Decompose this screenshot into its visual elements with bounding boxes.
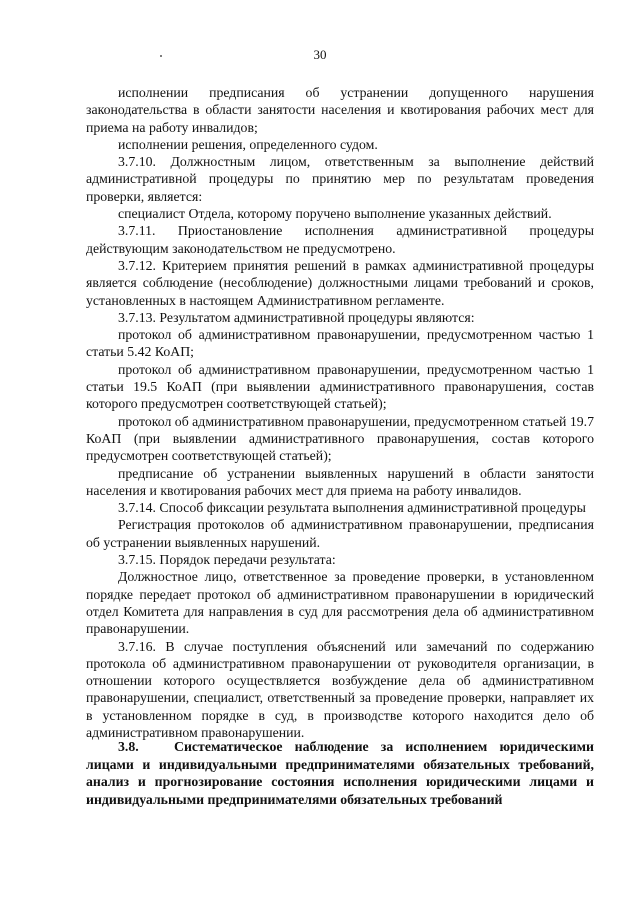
paragraph: протокол об административном правонарушении, предусмотренном статьей 19.7 КоАП (при выявлении административного правонарушения, состав которого предусмотрен соответствующей статьей); (86, 413, 594, 464)
paragraph: специалист Отдела, которому поручено выполнение указанных действий. (118, 206, 552, 222)
scan-speck (160, 55, 162, 57)
paragraph: 3.7.10. Должностным лицом, ответственным за выполнение действий административной процедуры по принятию мер по результатам проведения проверки, является: (86, 154, 594, 204)
paragraph: протокол об административном правонарушении, предусмотренном частью 1 статьи 5.42 КоАП; (86, 327, 594, 360)
section-heading (86, 738, 594, 808)
paragraph: предписание об устранении выявленных нарушений в области занятости населения и квотирования рабочих мест для приема на работу инвалидов. (86, 465, 594, 498)
paragraph: 3.7.12. Критерием принятия решений в рамках административной процедуры является соблюдение (несоблюдение) должностными лицами требований и сроков, установленных в настоящем Административном регламенте. (86, 257, 594, 308)
paragraph: 3.7.16. В случае поступления объяснений или замечаний по содержанию протокола об административном правонарушении от руководителя организации, в отношении которого осуществляется возбуждение дела об административном правонарушении, специалист, ответственный за проведение проверки, направляет их в установленном порядке в суд, в производстве которого находится дело об административном правонарушении. (86, 638, 594, 740)
paragraph: Регистрация протоколов об административном правонарушении, предписания об устранении выявленных нарушений. (86, 517, 594, 550)
section-number: 3.8. (118, 739, 139, 754)
paragraph: 3.7.11. Приостановление исполнения административной процедуры действующим законодательством не предусмотрено. (86, 223, 594, 256)
paragraph: исполнении решения, определенного судом. (118, 136, 378, 152)
paragraph: Должностное лицо, ответственное за проведение проверки, в установленном порядке передает протокол об административном правонарушении в юридический отдел Комитета для направления в суд для рассмотрения дела об административном правонарушении. (86, 569, 594, 637)
paragraph: 3.7.14. Способ фиксации результата выполнения административной процедуры (118, 500, 586, 516)
paragraph: 3.7.13. Результатом административной процедуры являются: (118, 309, 475, 325)
paragraph: исполнении предписания об устранении допущенного нарушения законодательства в области занятости населения и квотирования рабочих мест для приема на работу инвалидов; (86, 85, 594, 135)
body-text (86, 84, 594, 741)
paragraph: 3.7.15. Порядок передачи результата: (118, 552, 336, 568)
paragraph: протокол об административном правонарушении, предусмотренном частью 1 статьи 19.5 КоАП (при выявлении административного правонарушения, состав которого предусмотрен соответствующей статьей); (86, 361, 594, 412)
section-title: Систематическое наблюдение за исполнением юридическими лицами и индивидуальными предпринимателями обязательных требований, анализ и прогнозирование состояния исполнения юридическими лицами и индивидуальными предпринимателями обязательных требований (86, 739, 594, 807)
page-number: 30 (313, 47, 327, 62)
